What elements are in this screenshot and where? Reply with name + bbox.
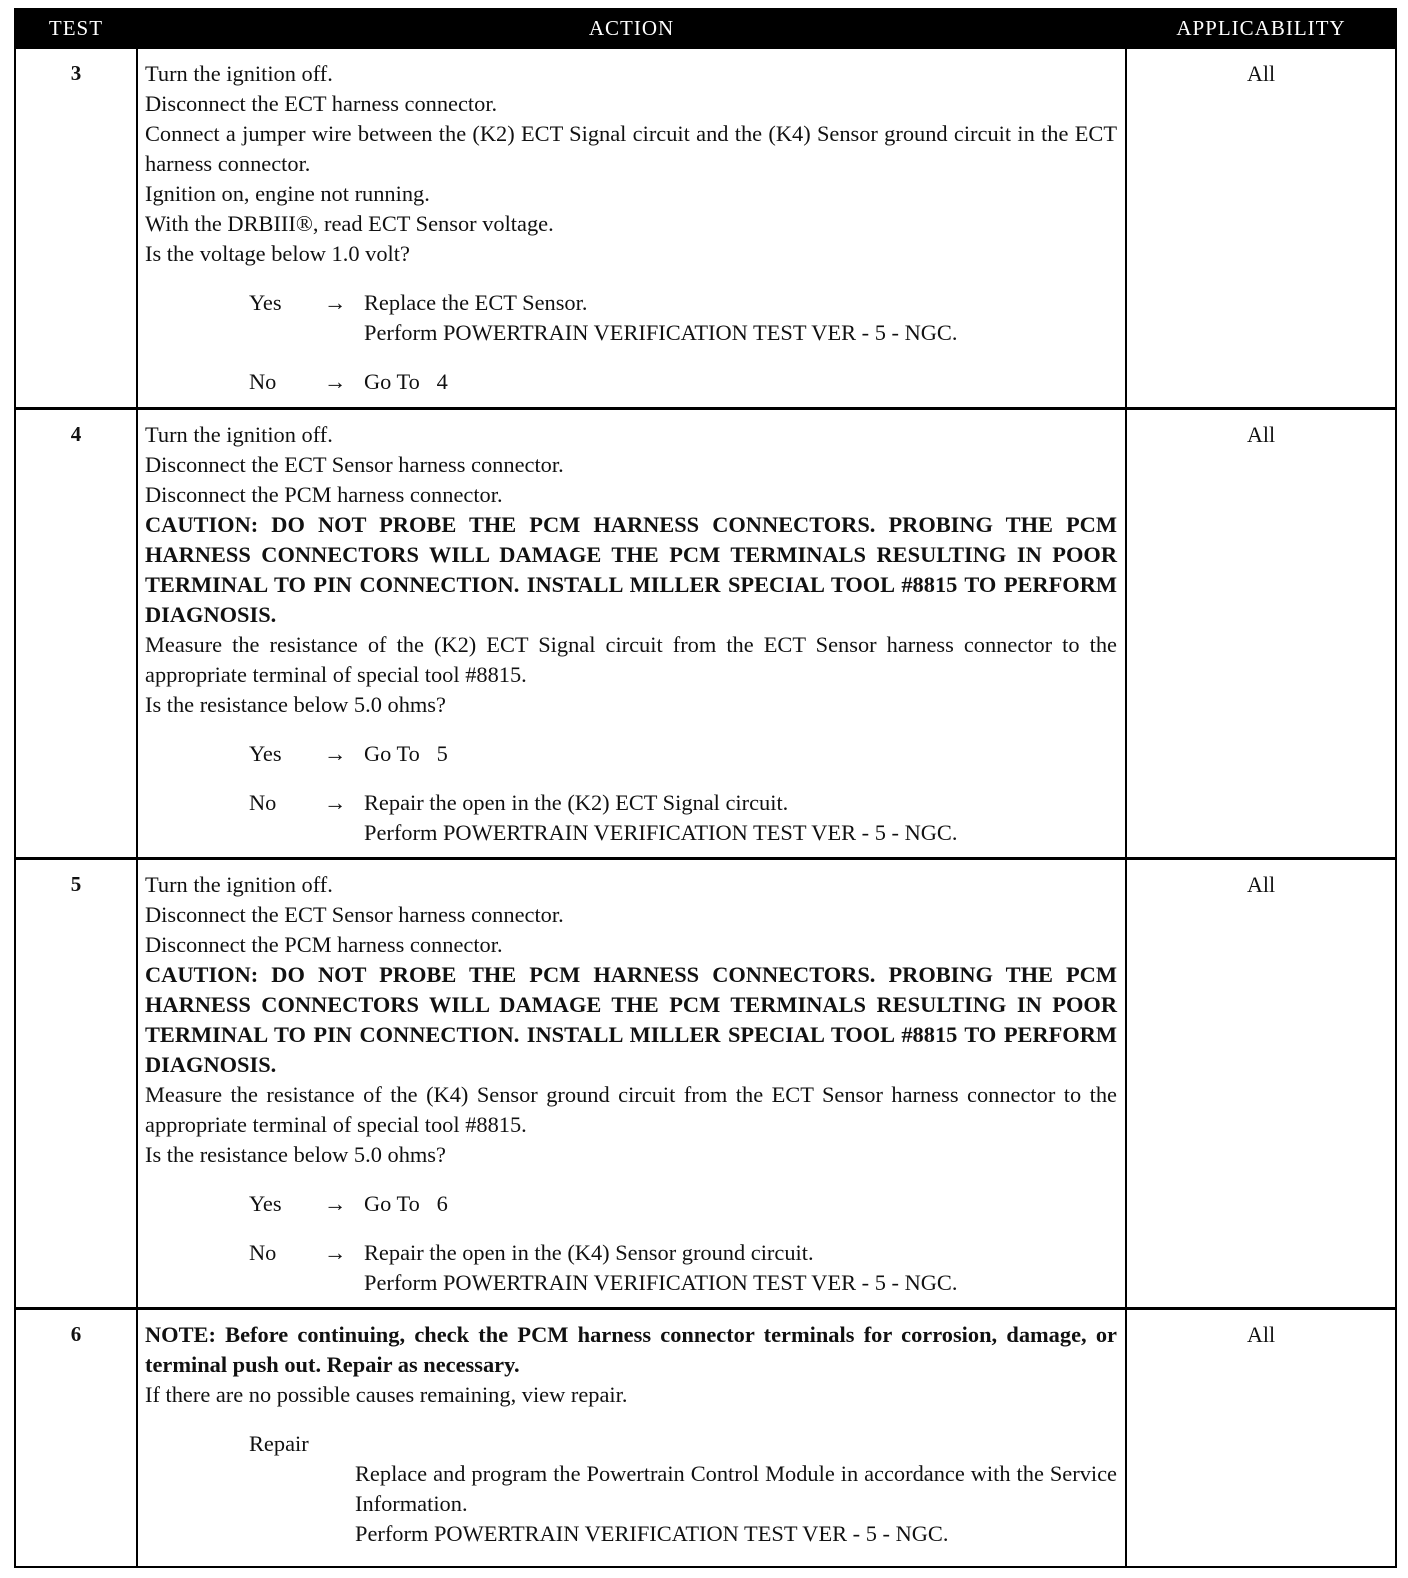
- result-yes: [145, 739, 1117, 769]
- result-no: [145, 1238, 1117, 1298]
- result-text: Replace the ECT Sensor.: [364, 290, 588, 315]
- applicability-value: All: [1126, 48, 1396, 409]
- step-question: Is the resistance below 5.0 ohms?: [145, 1142, 446, 1167]
- applicability-value: All: [1126, 409, 1396, 859]
- step-text: Measure the resistance of the (K2) ECT Signal circuit from the ECT Sensor harness connector to the appropriate terminal of special tool #8815.: [145, 632, 1117, 687]
- step-text: Connect a jumper wire between the (K2) ECT Signal circuit and the (K4) Sensor ground circuit in the ECT harness connector.: [145, 121, 1117, 176]
- header-action: ACTION: [137, 9, 1126, 48]
- step-text: Turn the ignition off.: [145, 61, 333, 86]
- result-label: No: [249, 1240, 277, 1265]
- header-applicability: APPLICABILITY: [1126, 9, 1396, 48]
- test-number: 4: [15, 409, 137, 859]
- action-cell: [137, 48, 1126, 409]
- result-text: Perform POWERTRAIN VERIFICATION TEST VER - 5 - NGC.: [364, 320, 958, 345]
- action-cell: [137, 1309, 1126, 1567]
- table-header-row: [15, 9, 1396, 48]
- step-text: Disconnect the ECT Sensor harness connector.: [145, 902, 564, 927]
- result-yes: [145, 288, 1117, 348]
- table-row: [15, 409, 1396, 859]
- arrow-right-icon: →: [324, 290, 347, 315]
- repair-label: Repair: [249, 1431, 309, 1456]
- step-question: Is the resistance below 5.0 ohms?: [145, 692, 446, 717]
- step-text: Turn the ignition off.: [145, 872, 333, 897]
- repair-text: Perform POWERTRAIN VERIFICATION TEST VER - 5 - NGC.: [355, 1521, 949, 1546]
- repair-body: [355, 1459, 1117, 1549]
- header-test: TEST: [15, 9, 137, 48]
- result-label: No: [249, 369, 277, 394]
- step-text: Ignition on, engine not running.: [145, 181, 430, 206]
- arrow-right-icon: →: [324, 369, 347, 394]
- test-number: 6: [15, 1309, 137, 1567]
- applicability-value: All: [1126, 859, 1396, 1309]
- step-text: Disconnect the ECT Sensor harness connector.: [145, 452, 564, 477]
- arrow-right-icon: →: [324, 741, 347, 766]
- result-label: Yes: [249, 290, 282, 315]
- step-text: If there are no possible causes remaining, view repair.: [145, 1382, 628, 1407]
- result-label: Yes: [249, 741, 282, 766]
- step-text: Disconnect the PCM harness connector.: [145, 932, 503, 957]
- step-text: Disconnect the ECT harness connector.: [145, 91, 498, 116]
- result-label: No: [249, 790, 277, 815]
- arrow-right-icon: →: [324, 1240, 347, 1265]
- result-label: Yes: [249, 1191, 282, 1216]
- caution-text: CAUTION: DO NOT PROBE THE PCM HARNESS CONNECTORS. PROBING THE PCM HARNESS CONNECTORS WILL DAMAGE THE PCM TERMINALS RESULTING IN POOR TERMINAL TO PIN CONNECTION. INSTALL MILLER SPECIAL TOOL #8815 TO PERFORM DIAGNOSIS.: [145, 512, 1117, 627]
- table-row: [15, 48, 1396, 409]
- note-text: NOTE: Before continuing, check the PCM harness connector terminals for corrosion, damage, or terminal push out. Repair as necessary.: [145, 1322, 1117, 1377]
- result-text: Repair the open in the (K4) Sensor ground circuit.: [364, 1240, 814, 1265]
- test-number: 3: [15, 48, 137, 409]
- repair-text: Replace and program the Powertrain Control Module in accordance with the Service Information.: [355, 1461, 1117, 1516]
- table-row: [15, 859, 1396, 1309]
- result-text: Go To 6: [364, 1191, 448, 1216]
- action-cell: [137, 409, 1126, 859]
- result-text: Perform POWERTRAIN VERIFICATION TEST VER - 5 - NGC.: [364, 820, 958, 845]
- step-text: With the DRBIII®, read ECT Sensor voltage.: [145, 211, 554, 236]
- result-no: [145, 788, 1117, 848]
- result-text: Go To 4: [364, 369, 448, 394]
- result-no: [145, 367, 1117, 397]
- arrow-right-icon: →: [324, 1191, 347, 1216]
- step-text: Disconnect the PCM harness connector.: [145, 482, 503, 507]
- result-text: Repair the open in the (K2) ECT Signal circuit.: [364, 790, 789, 815]
- applicability-value: All: [1126, 1309, 1396, 1567]
- caution-text: CAUTION: DO NOT PROBE THE PCM HARNESS CONNECTORS. PROBING THE PCM HARNESS CONNECTORS WILL DAMAGE THE PCM TERMINALS RESULTING IN POOR TERMINAL TO PIN CONNECTION. INSTALL MILLER SPECIAL TOOL #8815 TO PERFORM DIAGNOSIS.: [145, 962, 1117, 1077]
- step-text: Turn the ignition off.: [145, 422, 333, 447]
- step-text: Measure the resistance of the (K4) Sensor ground circuit from the ECT Sensor harness connector to the appropriate terminal of special tool #8815.: [145, 1082, 1117, 1137]
- result-yes: [145, 1189, 1117, 1219]
- table-row: [15, 1309, 1396, 1567]
- test-number: 5: [15, 859, 137, 1309]
- diagnostic-test-table: [14, 8, 1397, 1568]
- result-text: Go To 5: [364, 741, 448, 766]
- step-question: Is the voltage below 1.0 volt?: [145, 241, 410, 266]
- action-cell: [137, 859, 1126, 1309]
- result-text: Perform POWERTRAIN VERIFICATION TEST VER - 5 - NGC.: [364, 1270, 958, 1295]
- arrow-right-icon: →: [324, 790, 347, 815]
